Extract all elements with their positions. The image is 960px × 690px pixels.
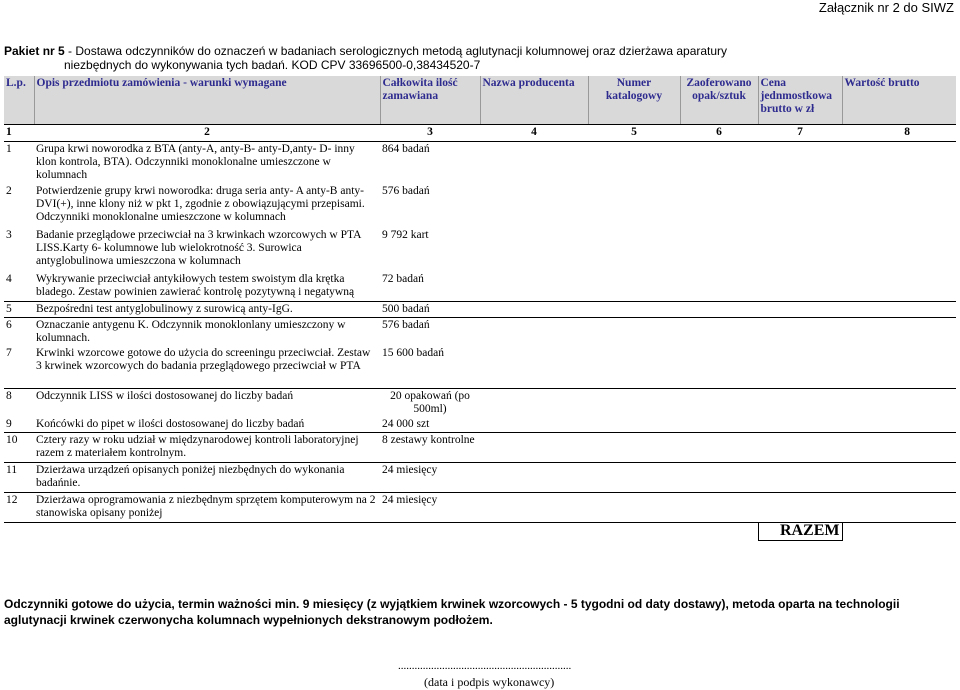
row-description: Potwierdzenie grupy krwi noworodka: druga seria anty- A anty-B anty-DVI(+), inne klony niż w pkt 1, zgodnie z obowiązującymi przepisami. Odczynniki monoklonalne umieszczone w kolumnach (36, 184, 365, 223)
header-offered: Zaoferowano opak/sztuk (680, 76, 758, 125)
table-row (4, 142, 956, 184)
row-quantity: 576 badań (382, 184, 430, 197)
table-row (4, 184, 956, 228)
header-unit-price: Cena jednmostkowa brutto w zł (758, 76, 842, 125)
footer-note: Odczynniki gotowe do użycia, termin ważności min. 9 miesięcy (z wyjątkiem krwinek wzorcowych - 5 tygodni od daty dostawy), metoda oparta na technologii aglutynacji krwinek czerwonycha kolumnach wypełnionych dekstranowym podłożem. (4, 597, 900, 627)
col-number: 8 (842, 125, 956, 142)
column-number-row (4, 125, 956, 142)
row-lp: 9 (4, 417, 34, 433)
row-quantity: 24 miesięcy (382, 494, 438, 506)
table-row (4, 228, 956, 272)
total-label: RAZEM (758, 523, 842, 541)
table-row (4, 388, 956, 417)
table-row (4, 433, 956, 463)
row-lp: 3 (6, 228, 12, 241)
row-description: Krwinki wzorcowe gotowe do użycia do screeningu przeciwciał. Zestaw 3 krwinek wzorcowych do badania przeglądowego przeciwciał w PTA (34, 346, 380, 388)
package-title-line1: - Dostawa odczynników do oznaczeń w badaniach serologicznych metodą aglutynacji kolumnowej oraz dzierżawa aparatury (64, 44, 728, 58)
col-number: 4 (480, 125, 588, 142)
package-number: Pakiet nr 5 (4, 44, 65, 58)
row-lp: 5 (4, 302, 34, 318)
header-description: Opis przedmiotu zamówienia - warunki wymagane (34, 76, 380, 125)
row-lp: 10 (4, 433, 34, 463)
pricing-table (4, 76, 956, 541)
row-description: Oznaczanie antygenu K. Odczynnik monoklonlany umieszczony w kolumnach. (36, 319, 346, 344)
row-lp: 8 (6, 389, 12, 402)
header-lp: L.p. (4, 76, 34, 125)
row-description: Cztery razy w roku udział w międzynarodowej kontroli laboratoryjnej razem z materiałem kontrolnym. (34, 433, 380, 463)
table-row (4, 463, 956, 493)
annex-label: Załącznik nr 2 do SIWZ (818, 0, 954, 15)
header-quantity: Całkowita ilość zamawiana (380, 76, 480, 125)
signature-label: (data i podpis wykonawcy) (424, 675, 555, 689)
row-description: Dzierżawa urządzeń opisanych poniżej niezbędnych do wykonania badańnie. (34, 463, 380, 493)
col-number: 7 (758, 125, 842, 142)
row-lp: 11 (4, 463, 34, 493)
table-row (4, 318, 956, 347)
row-quantity: 15 600 badań (380, 346, 480, 388)
row-lp: 1 (6, 143, 12, 155)
row-quantity: 8 zestawy kontrolne (380, 433, 480, 463)
row-lp: 4 (4, 272, 34, 302)
package-title-line2: niezbędnych do wykonywania tych badań. KOD CPV 33696500-0,38434520-7 (64, 58, 481, 72)
row-description: Bezpośredni test antyglobulinowy z surowicą anty-IgG. (34, 302, 380, 318)
row-description: Badanie przeglądowe przeciwciał na 3 krwinkach wzorcowych w PTA LISS.Karty 6- kolumnowe lub wielokrotność 3. Surowica antyglobulinowa umieszczona w kolumnach (36, 228, 361, 267)
row-quantity: 864 badań (382, 143, 430, 155)
row-description: Odczynnik LISS w ilości dostosowanej do liczby badań (36, 389, 294, 402)
col-number: 1 (4, 125, 34, 142)
signature-line: ............................................................... (398, 660, 572, 672)
row-lp: 7 (4, 346, 34, 388)
header-producer: Nazwa producenta (480, 76, 588, 125)
col-number: 5 (588, 125, 680, 142)
row-description: Wykrywanie przeciwciał antykiłowych testem swoistym dla krętka bladego. Zestaw powinien zawierać kontrolę pozytywną i negatywną (34, 272, 380, 302)
row-quantity: 24 miesięcy (380, 463, 480, 493)
row-lp: 12 (6, 494, 18, 506)
row-description: Dzierżawa oprogramowania z niezbędnym sprzętem komputerowym na 2 stanowiska opisany poniżej (36, 494, 376, 519)
row-quantity: 24 000 szt (380, 417, 480, 433)
row-quantity: 576 badań (382, 319, 430, 331)
package-title (4, 44, 744, 72)
row-description: Grupa krwi noworodka z BTA (anty-A, anty-B- anty-D,anty- D- inny klon kontrola, BTA). Odczynniki monoklonalne umieszczone w kolumnach (36, 143, 355, 181)
col-number: 2 (34, 125, 380, 142)
header-gross-value: Wartość brutto (842, 76, 956, 125)
row-quantity: 72 badań (380, 272, 480, 302)
table-row (4, 417, 956, 433)
row-lp: 6 (6, 319, 12, 331)
total-row (4, 523, 956, 541)
table-row (4, 346, 956, 388)
table-row (4, 493, 956, 523)
table-row (4, 272, 956, 302)
row-quantity: 9 792 kart (382, 228, 429, 241)
row-lp: 2 (6, 184, 12, 197)
table-row (4, 302, 956, 318)
row-quantity: 20 opakowań (po 500ml) (390, 389, 470, 415)
table-header-row (4, 76, 956, 125)
header-catalog-number: Numer katalogowy (588, 76, 680, 125)
row-quantity: 500 badań (380, 302, 480, 318)
row-description: Końcówki do pipet w ilości dostosowanej do liczby badań (34, 417, 380, 433)
col-number: 3 (380, 125, 480, 142)
col-number: 6 (680, 125, 758, 142)
